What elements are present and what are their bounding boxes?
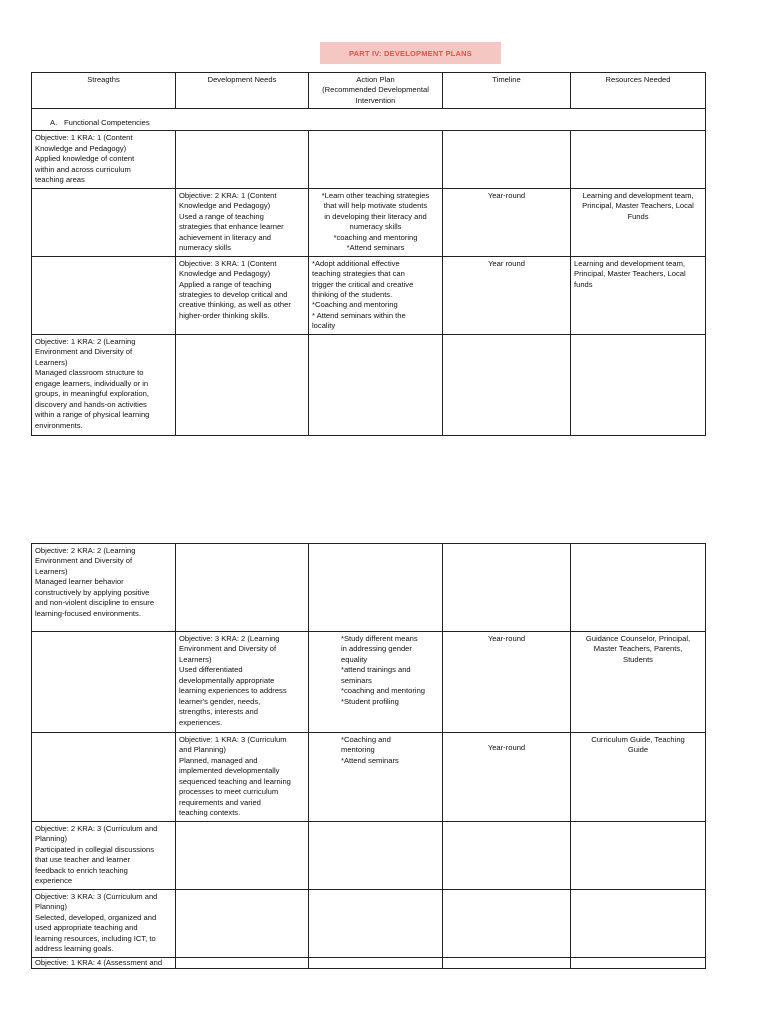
header-strengths: Streagths (32, 73, 176, 109)
needs-cell (176, 957, 309, 968)
cell-line: developmentally appropriate (179, 675, 275, 685)
header-timeline: Timeline (443, 73, 571, 109)
cell-line: implemented developmentally (179, 766, 280, 776)
cell-line: teaching contexts. (179, 808, 241, 818)
cell-line: funds (574, 279, 593, 289)
cell-line: Learning and development team, (582, 190, 694, 200)
cell-line: within and across curriculum (35, 164, 131, 174)
action-cell (309, 957, 443, 968)
cell-line: Learners) (179, 654, 212, 664)
cell-line: Applied knowledge of content (35, 154, 135, 164)
action-cell (309, 632, 443, 733)
strength-cell (32, 889, 176, 957)
section-letter: A. (50, 117, 58, 127)
cell-line: higher-order thinking skills. (179, 310, 270, 320)
action-cell (309, 544, 443, 632)
table-row (32, 957, 706, 968)
action-cell (309, 131, 443, 188)
cell-line: Objective: 1 KRA: 1 (Content (35, 133, 133, 143)
resources-cell (571, 733, 706, 822)
timeline-cell: Year-round (443, 632, 571, 733)
cell-line: Guide (627, 745, 649, 755)
strength-cell (32, 188, 176, 256)
cell-line: *Student profiling (341, 696, 399, 706)
cell-line: requirements and varied (179, 797, 261, 807)
cell-line: *attend trainings and (341, 665, 411, 675)
cell-line: within a range of physical learning (35, 410, 150, 420)
resources-cell (571, 544, 706, 632)
section-row (32, 109, 706, 131)
cell-line: numeracy skills (349, 222, 402, 232)
development-plan-table-1 (31, 72, 706, 436)
cell-line: Learners) (35, 566, 68, 576)
cell-line: Learning and development team, (574, 258, 686, 268)
action-cell (309, 188, 443, 256)
table-row (32, 889, 706, 957)
header-action-plan (309, 73, 443, 109)
cell-line: Objective: 3 KRA: 2 (Learning (179, 634, 280, 643)
cell-line: Principal, Master Teachers, Local (574, 269, 686, 279)
cell-line: Objective: 2 KRA: 3 (Curriculum and (35, 824, 158, 833)
timeline-cell (443, 822, 571, 890)
cell-line: Curriculum Guide, Teaching (591, 735, 685, 744)
table-row (32, 334, 706, 435)
cell-line: Objective: 3 KRA: 1 (Content (179, 258, 277, 268)
cell-line: Applied a range of teaching (179, 279, 272, 289)
table-row (32, 733, 706, 822)
cell-line: address learning goals. (35, 944, 114, 954)
table-row (32, 188, 706, 256)
strength-cell (32, 334, 176, 435)
cell-line: experience (35, 876, 73, 886)
cell-line: mentoring (341, 745, 375, 755)
section-heading (32, 109, 706, 131)
cell-line: in addressing gender (341, 644, 412, 654)
cell-line: Planned, managed and (179, 755, 258, 765)
cell-line: that will help motivate students (323, 201, 428, 211)
needs-cell (176, 256, 309, 334)
header-action-line: Action Plan (356, 75, 395, 84)
cell-line: strategies to develop critical and (179, 289, 288, 299)
resources-cell (571, 632, 706, 733)
cell-line: Students (623, 654, 653, 664)
strength-cell (32, 822, 176, 890)
action-cell (309, 822, 443, 890)
strength-cell (32, 632, 176, 733)
header-development-needs: Development Needs (176, 73, 309, 109)
resources-cell (571, 822, 706, 890)
cell-line: teaching strategies that can (312, 269, 405, 279)
header-action-line: (Recommended Developmental (322, 85, 429, 95)
cell-line: Environment and Diversity of (35, 556, 133, 566)
needs-cell (176, 334, 309, 435)
cell-line: Knowledge and Pedagogy) (35, 143, 127, 153)
cell-line: constructively by applying positive (35, 587, 150, 597)
cell-line: Used a range of teaching (179, 211, 264, 221)
cell-line: experiences. (179, 717, 223, 727)
cell-line: and Planning) (179, 745, 226, 755)
strength-cell (32, 256, 176, 334)
cell-line: Planning) (35, 902, 68, 912)
cell-line: groups, in meaningful exploration, (35, 389, 149, 399)
cell-line: that use teacher and learner (35, 855, 130, 865)
timeline-cell (443, 544, 571, 632)
cell-line: seminars (341, 675, 372, 685)
cell-line: Learners) (35, 357, 68, 367)
cell-line: strengths, interests and (179, 707, 258, 717)
cell-line: * Attend seminars within the (312, 310, 406, 320)
cell-line: used appropriate teaching and (35, 923, 138, 933)
cell-line: equality (341, 654, 368, 664)
cell-line: learning resources, including ICT, to (35, 933, 156, 943)
table-row (32, 822, 706, 890)
cell-line: *Coaching and (341, 735, 391, 744)
cell-line: *Learn other teaching strategies (321, 190, 430, 200)
cell-line: Knowledge and Pedagogy) (179, 201, 271, 211)
header-resources: Resources Needed (571, 73, 706, 109)
cell-line: *Study different means (341, 634, 418, 643)
cell-line: trigger the critical and creative (312, 279, 414, 289)
resources-cell (571, 188, 706, 256)
action-cell (309, 889, 443, 957)
strength-cell (32, 544, 176, 632)
needs-cell (176, 544, 309, 632)
cell-line: Guidance Counselor, Principal, (585, 634, 691, 643)
cell-line: Funds (627, 211, 649, 221)
cell-line: Selected, developed, organized and (35, 912, 157, 922)
cell-line: Environment and Diversity of (179, 644, 277, 654)
cell-line: Planning) (35, 834, 68, 844)
cell-line: engage learners, individually or in (35, 378, 149, 388)
cell-line: *coaching and mentoring (333, 232, 418, 242)
cell-line: *Attend seminars (346, 243, 405, 253)
cell-line: Participated in collegial discussions (35, 844, 155, 854)
cell-line: discovery and hands-on activities (35, 399, 147, 409)
action-cell (309, 733, 443, 822)
resources-cell (571, 957, 706, 968)
resources-cell (571, 889, 706, 957)
needs-cell (176, 889, 309, 957)
cell-line: creative thinking, as well as other (179, 300, 291, 310)
needs-cell (176, 131, 309, 188)
cell-line: *Adopt additional effective (312, 258, 400, 268)
resources-cell (571, 334, 706, 435)
cell-line: Objective: 1 KRA: 4 (Assessment and (35, 957, 163, 967)
cell-line: *coaching and mentoring (341, 686, 426, 696)
cell-line: Environment and Diversity of (35, 347, 133, 357)
header-row (32, 73, 706, 109)
timeline-cell: Year-round (443, 733, 571, 822)
cell-line: numeracy skills (179, 243, 231, 253)
timeline-cell: Year round (443, 256, 571, 334)
cell-line: Objective: 2 KRA: 1 (Content (179, 190, 277, 200)
timeline-cell: Year-round (443, 188, 571, 256)
cell-line: Managed classroom structure to (35, 368, 144, 378)
cell-line: learner's gender, needs, (179, 696, 261, 706)
resources-cell (571, 256, 706, 334)
cell-line: Objective: 3 KRA: 3 (Curriculum and (35, 891, 158, 901)
cell-line: achievement in literacy and (179, 232, 272, 242)
table-row (32, 632, 706, 733)
development-plan-table-2 (31, 543, 706, 969)
strength-cell (32, 733, 176, 822)
cell-line: sequenced teaching and learning (179, 776, 291, 786)
cell-line: Objective: 1 KRA: 2 (Learning (35, 336, 136, 346)
cell-line: feedback to enrich teaching (35, 865, 128, 875)
action-cell (309, 334, 443, 435)
timeline-cell (443, 131, 571, 188)
resources-cell (571, 131, 706, 188)
cell-line: teaching areas (35, 175, 85, 185)
cell-line: strategies that enhance learner (179, 222, 284, 232)
cell-line: in developing their literacy and (324, 211, 427, 221)
needs-cell (176, 188, 309, 256)
header-action-line: Intervention (355, 95, 396, 105)
cell-line: *Coaching and mentoring (312, 300, 398, 310)
cell-line: Managed learner behavior (35, 577, 124, 587)
cell-line: Principal, Master Teachers, Local (582, 201, 694, 211)
cell-line: learning-focused environments. (35, 608, 141, 618)
strength-cell (32, 131, 176, 188)
cell-line: Objective: 1 KRA: 3 (Curriculum (179, 735, 287, 744)
action-cell (309, 256, 443, 334)
timeline-cell (443, 889, 571, 957)
needs-cell (176, 733, 309, 822)
cell-line: environments. (35, 420, 83, 430)
cell-line: processes to meet curriculum (179, 787, 279, 797)
section-label: Functional Competencies (64, 117, 150, 127)
table-row (32, 544, 706, 632)
cell-line: Used differentiated (179, 665, 243, 675)
needs-cell (176, 632, 309, 733)
cell-line: learning experiences to address (179, 686, 287, 696)
cell-line: Master Teachers, Parents, (593, 644, 683, 654)
cell-line: and non-violent discipline to ensure (35, 598, 155, 608)
timeline-cell (443, 334, 571, 435)
cell-line: *Attend seminars (341, 755, 399, 765)
table-row (32, 256, 706, 334)
cell-line: locality (312, 321, 336, 331)
table-row (32, 131, 706, 188)
cell-line: thinking of the students. (312, 289, 393, 299)
page-title: PART IV: DEVELOPMENT PLANS (320, 42, 501, 64)
needs-cell (176, 822, 309, 890)
cell-line: Objective: 2 KRA: 2 (Learning (35, 546, 136, 555)
strength-cell (32, 957, 176, 968)
cell-line: Knowledge and Pedagogy) (179, 269, 271, 279)
timeline-cell (443, 957, 571, 968)
